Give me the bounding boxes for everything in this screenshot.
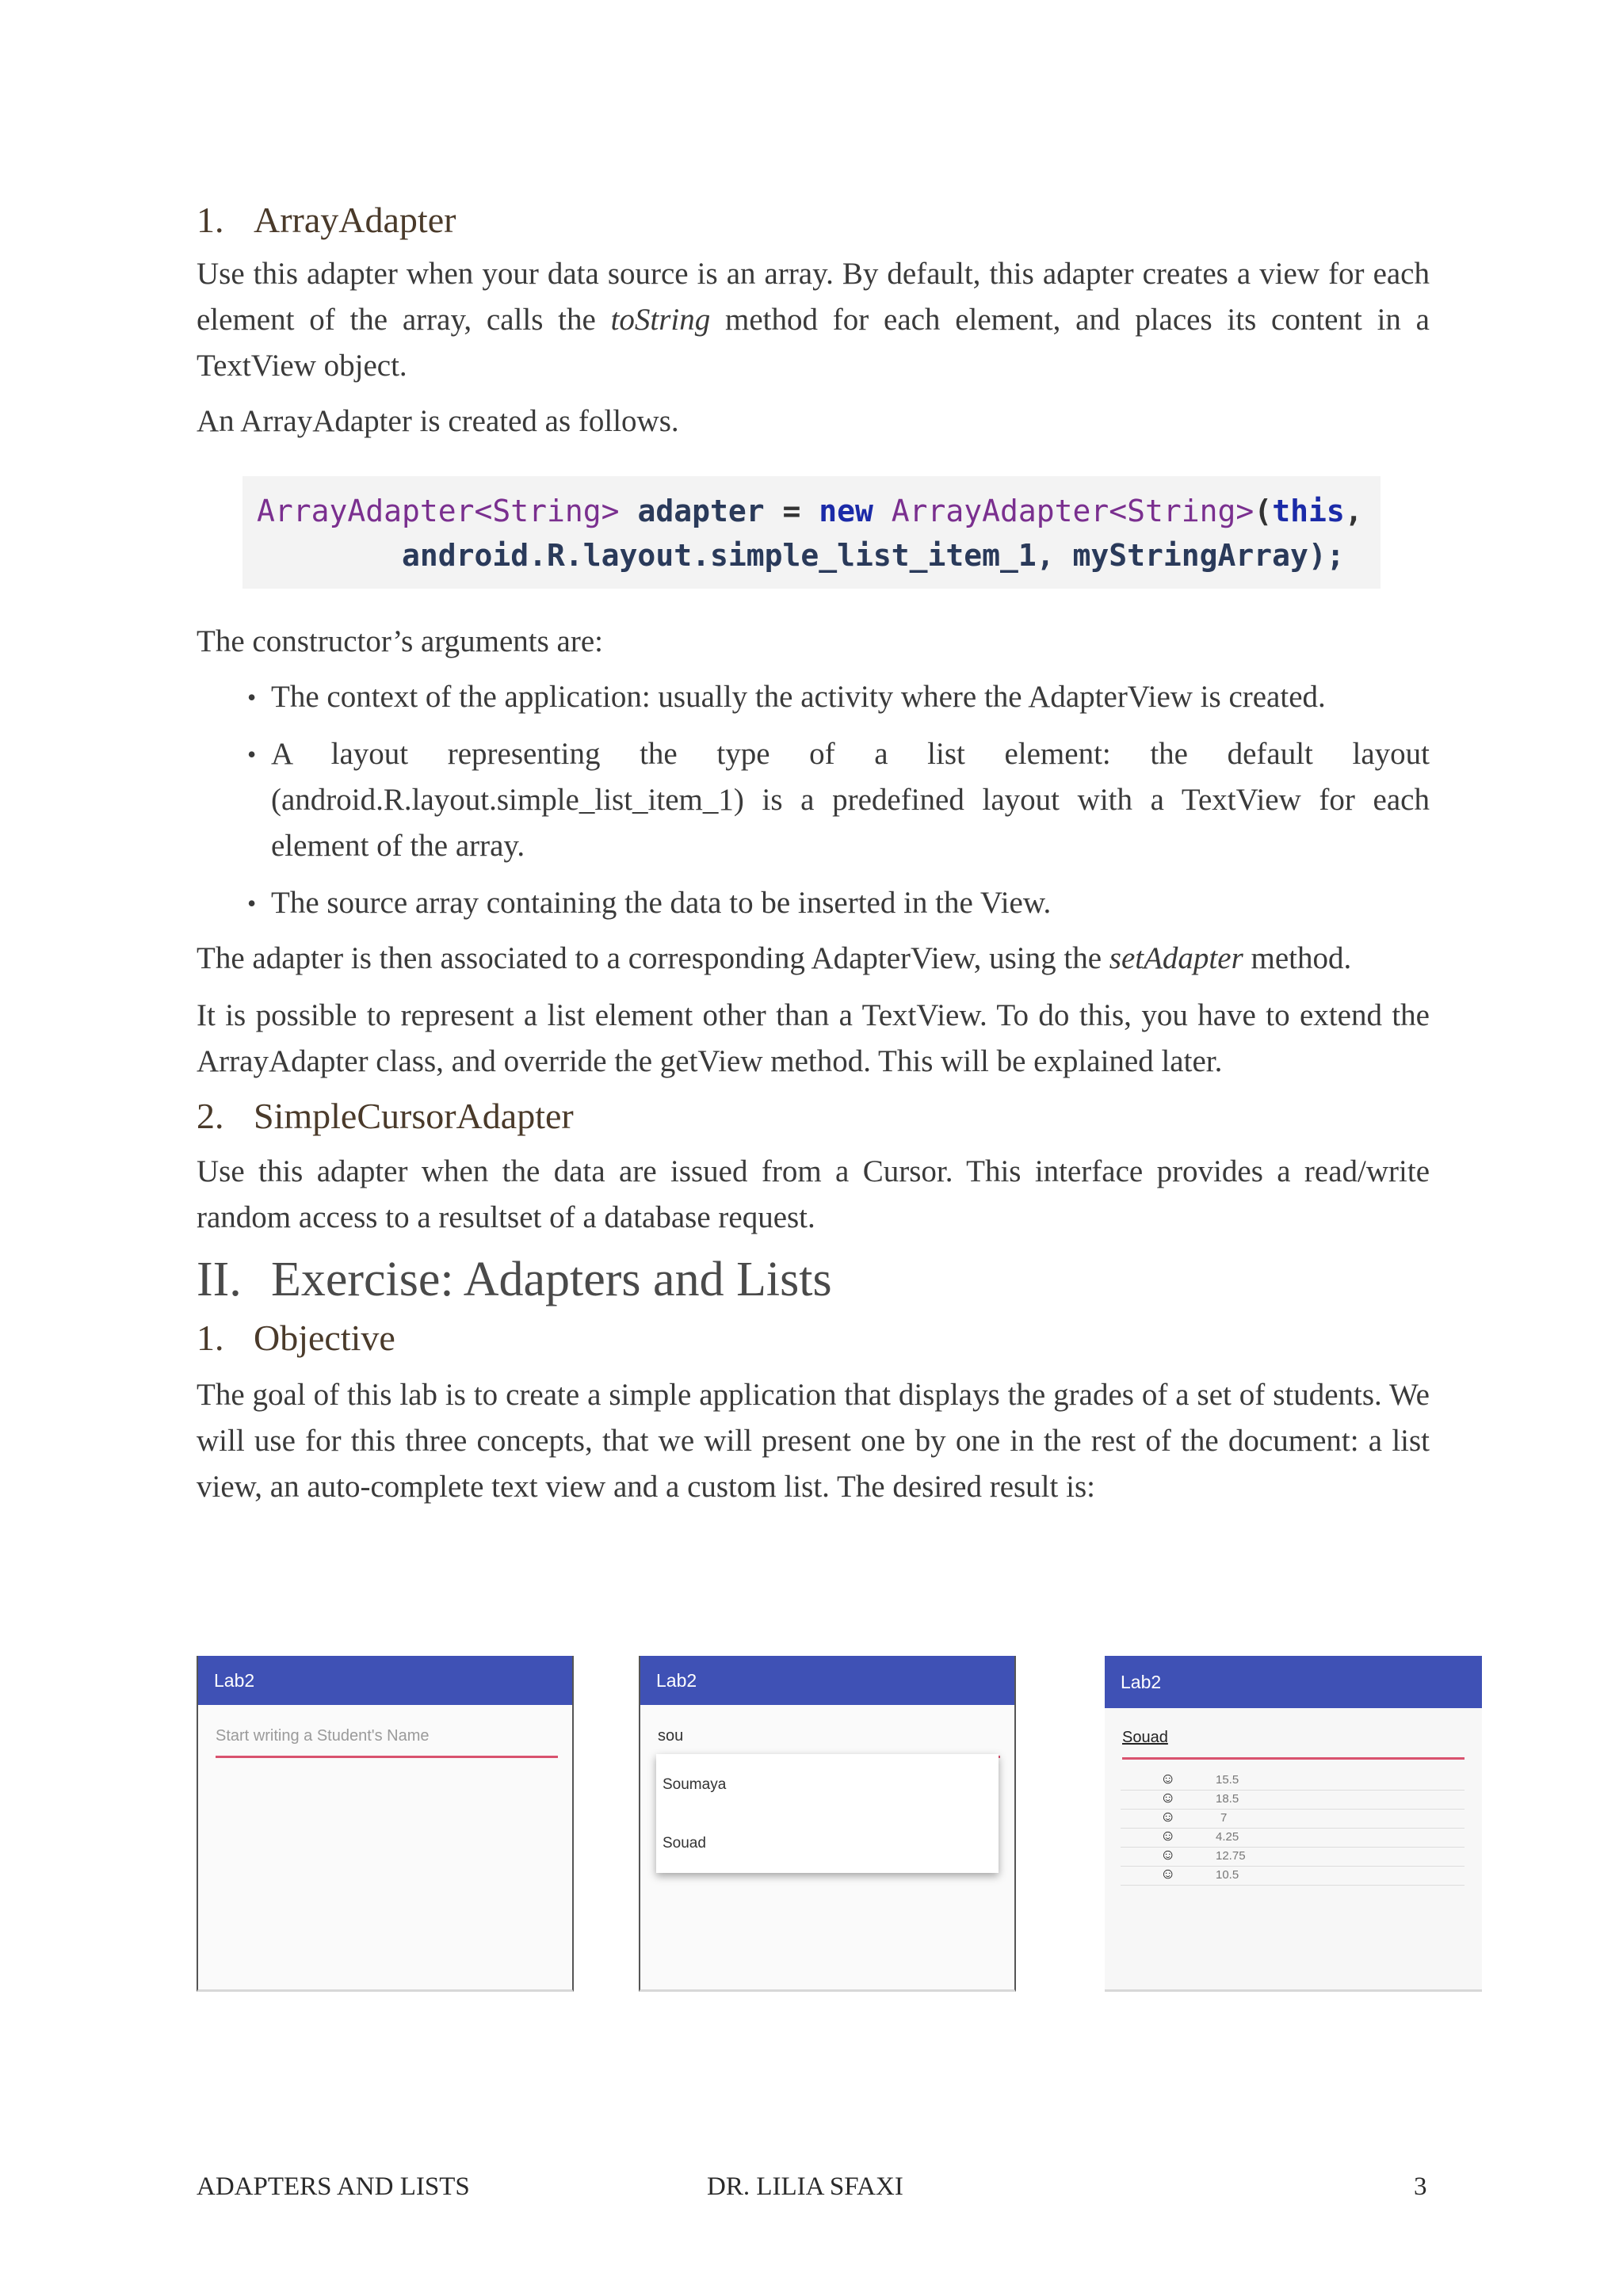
text-run: Use this adapter when your data source is an array. By default, this adapter creates a view for each element of the array, calls the <box>197 257 1430 338</box>
list-item: • The source array containing the data to be inserted in the View. <box>247 880 1430 926</box>
grade-value: 10.5 <box>1216 1868 1239 1882</box>
app-bar: Lab2 <box>640 1656 1014 1705</box>
app-screenshot-autocomplete <box>639 1656 1016 1992</box>
paragraph-cursor: Use this adapter when the data are issued from a Cursor. This interface provides a read/write random access to a resultset of a database request. <box>197 1154 1430 1235</box>
autocomplete-dropdown <box>656 1754 999 1873</box>
text-run: method. <box>1243 941 1352 976</box>
app-bar: Lab2 <box>1105 1656 1482 1708</box>
smiley-icon: ☺ <box>1160 1866 1176 1882</box>
list-item <box>1121 1772 1465 1791</box>
heading-number: 2. <box>197 1096 224 1137</box>
heading-number: II. <box>197 1253 242 1307</box>
heading-number: 1. <box>197 1317 224 1358</box>
heading-objective <box>197 1316 1430 1360</box>
footer-author: DR. LILIA SFAXI <box>707 2172 903 2201</box>
smiley-icon: ☺ <box>1160 1771 1176 1787</box>
grade-value: 15.5 <box>1216 1773 1239 1787</box>
list-item <box>1121 1791 1465 1810</box>
footer-title: ADAPTERS AND LISTS <box>197 2172 470 2201</box>
list-item <box>1121 1848 1465 1867</box>
paragraph-created-as-follows: An ArrayAdapter is created as follows. <box>197 404 679 439</box>
app-screenshot-grades <box>1105 1656 1482 1992</box>
heading-simplecursoradapter <box>197 1094 1430 1138</box>
code-token: , <box>1344 494 1363 529</box>
code-block <box>242 476 1381 589</box>
smiley-icon: ☺ <box>1160 1847 1176 1863</box>
grades-list <box>1121 1772 1465 1886</box>
grade-value: 12.75 <box>1216 1849 1246 1863</box>
app-screenshot-empty <box>197 1656 574 1992</box>
heading-exercise <box>197 1250 1430 1309</box>
student-name-input[interactable]: Souad <box>1122 1729 1465 1760</box>
student-name-input[interactable]: sou <box>658 1727 1000 1758</box>
heading-arrayadapter <box>197 198 1430 242</box>
page-content <box>197 190 1430 1510</box>
code-token: ( <box>1254 494 1273 529</box>
smiley-icon: ☺ <box>1160 1828 1176 1844</box>
smiley-icon: ☺ <box>1160 1790 1176 1806</box>
code-line-2: android.R.layout.simple_list_item_1, myStringArray); <box>257 538 1345 574</box>
page-number: 3 <box>1414 2172 1427 2201</box>
heading-text: Exercise: Adapters and Lists <box>271 1253 832 1307</box>
text-run: method for each element, and places its content in a TextView object. <box>197 303 1430 383</box>
paragraph-getview: It is possible to represent a list element other than a TextView. To do this, you have to extend the ArrayAdapter class, and override the getView method. This will be explained later. <box>197 998 1430 1079</box>
dropdown-option[interactable]: Soumaya <box>663 1776 727 1793</box>
code-token: = <box>782 494 819 529</box>
list-item: • The context of the application: usually the activity where the AdapterView is created. <box>247 674 1430 720</box>
heading-number: 1. <box>197 200 224 240</box>
heading-text: SimpleCursorAdapter <box>254 1096 574 1137</box>
text-run: The adapter is then associated to a corresponding AdapterView, using the <box>197 941 1109 976</box>
code-token: adapter <box>619 494 783 529</box>
italic-term: setAdapter <box>1109 941 1243 976</box>
paragraph-set-adapter <box>197 936 1430 982</box>
list-item: • A layout representing the type of a list element: the default layout (android.R.layout.simple_list_item_1) is a predefined layout with a TextView for each element of the array. <box>247 731 1430 869</box>
code-token: this <box>1272 494 1345 529</box>
code-token: new <box>819 494 892 529</box>
code-token: ArrayAdapter<String> <box>257 494 620 529</box>
heading-text: ArrayAdapter <box>254 200 456 240</box>
paragraph-constructor-args: The constructor’s arguments are: <box>197 624 603 659</box>
heading-text: Objective <box>254 1317 395 1358</box>
constructor-args-list <box>197 674 1430 926</box>
grade-value: 4.25 <box>1216 1830 1239 1844</box>
student-name-input[interactable]: Start writing a Student's Name <box>216 1727 558 1758</box>
grade-value: 7 <box>1220 1811 1228 1825</box>
paragraph-arrayadapter-intro <box>197 251 1430 389</box>
grade-value: 18.5 <box>1216 1792 1239 1806</box>
list-item <box>1121 1829 1465 1848</box>
dropdown-option[interactable]: Souad <box>663 1835 706 1852</box>
code-token: ArrayAdapter<String> <box>891 494 1254 529</box>
list-item <box>1121 1810 1465 1829</box>
italic-term: toString <box>610 303 711 338</box>
paragraph-objective: The goal of this lab is to create a simple application that displays the grades of a set of students. We will use for this three concepts, that we will present one by one in the rest of the document: a list view, an auto-complete text view and a custom list. The desired result is: <box>197 1377 1430 1504</box>
app-bar: Lab2 <box>198 1656 572 1705</box>
smiley-icon: ☺ <box>1160 1809 1176 1825</box>
list-item <box>1121 1867 1465 1886</box>
